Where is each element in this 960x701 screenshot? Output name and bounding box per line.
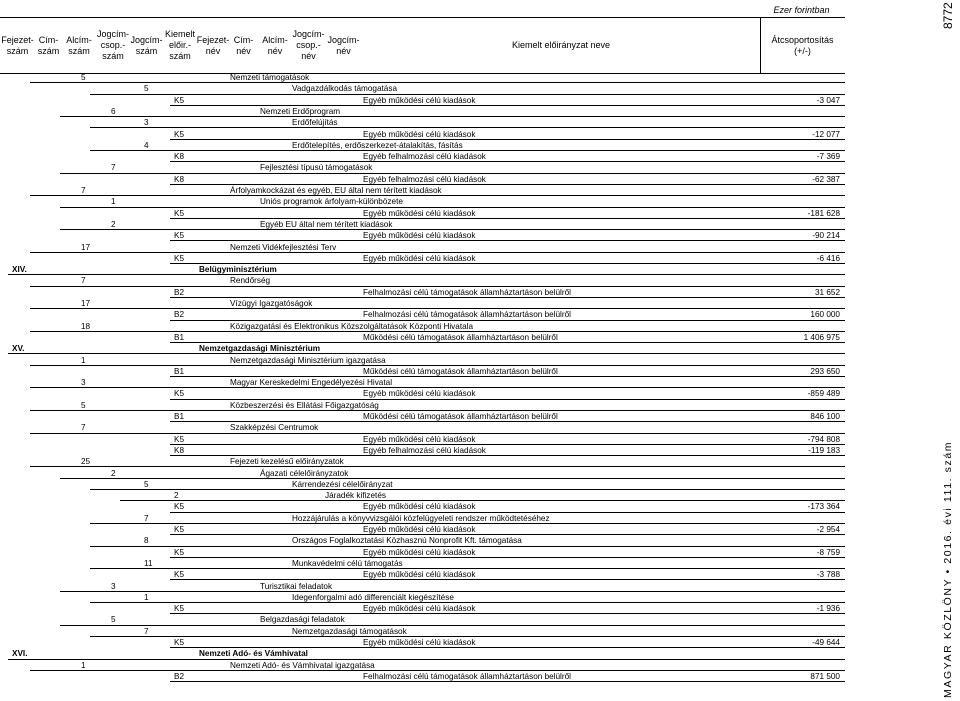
- row-code: 5: [111, 615, 116, 625]
- header-cell: [229, 18, 258, 73]
- row-code: B2: [174, 671, 185, 681]
- table-row: [60, 219, 845, 230]
- header-cell: [325, 18, 362, 73]
- row-code: K8: [174, 174, 185, 184]
- row-code: 7: [81, 423, 86, 433]
- row-amount: 160 000: [810, 310, 840, 320]
- row-name: Egyéb működési célú kiadások: [363, 638, 476, 647]
- row-amount: -8 759: [816, 547, 840, 557]
- header-label: Kiemelt előir.- szám: [164, 29, 195, 61]
- header-cell: [258, 18, 292, 73]
- table-row: [8, 343, 845, 354]
- row-code: B1: [174, 332, 185, 342]
- row-code: K5: [174, 231, 185, 241]
- row-name: Országos Foglalkoztatási Közhasznú Nonprofit Kft. támogatása: [292, 536, 522, 546]
- row-name: Egyéb működési célú kiadások: [363, 129, 476, 139]
- table-row: [170, 671, 845, 682]
- table-row: [170, 603, 845, 614]
- row-name: Felhalmozási célú támogatások államháztartáson belülről: [363, 287, 571, 297]
- row-code: K5: [174, 95, 185, 105]
- row-amount: -62 387: [812, 174, 840, 184]
- row-name: Egyéb működési célú kiadások: [363, 525, 476, 534]
- row-code: K5: [174, 638, 185, 647]
- row-code: K5: [174, 208, 185, 218]
- row-name: Közbeszerzési és Ellátási Főigazgatóság: [230, 400, 379, 410]
- row-code: 1: [81, 660, 86, 670]
- header-label: Jogcím- név: [327, 34, 360, 56]
- header-cell: [62, 18, 96, 73]
- header-cell: [35, 18, 62, 73]
- row-amount: -119 183: [808, 445, 840, 455]
- table-row: [60, 196, 845, 207]
- row-name: Egyéb működési célú kiadások: [363, 547, 476, 557]
- table-row: [30, 355, 845, 366]
- header-label: Jogcím- szám: [130, 34, 163, 56]
- row-name: Fejlesztési típusú támogatások: [260, 163, 373, 173]
- row-code: 7: [81, 276, 86, 286]
- row-code: 1: [144, 592, 149, 602]
- header-cell: [197, 18, 229, 73]
- row-code: K8: [174, 152, 185, 162]
- header-label: Átcsoportosítás (+/-): [771, 34, 834, 56]
- row-name: Nemzeti Vidékfejlesztési Terv: [230, 242, 337, 252]
- header-label: Cím- név: [233, 34, 254, 56]
- header-cell: [130, 18, 163, 73]
- row-code: 6: [111, 106, 116, 116]
- table-row: [90, 592, 845, 603]
- header-cell: [292, 18, 325, 73]
- row-name: Egyéb felhalmozási célú kiadások: [363, 445, 486, 455]
- row-name: Erdőtelepítés, erdőszerkezet-átalakítás, fásítás: [292, 140, 463, 150]
- table-row: [170, 501, 845, 512]
- table-row: [170, 388, 845, 399]
- row-amount: -859 489: [807, 389, 840, 399]
- row-name: Felhalmozási célú támogatások államháztartáson belülről: [363, 310, 571, 320]
- header-divider: [760, 18, 761, 73]
- row-amount: 871 500: [810, 671, 840, 681]
- row-code: K5: [174, 570, 185, 580]
- row-name: Közigazgatási és Elektronikus Közszolgáltatások Központi Hivatala: [230, 321, 474, 331]
- row-name: Szakképzési Centrumok: [230, 423, 319, 433]
- row-name: Magyar Kereskedelmi Engedélyezési Hivatal: [230, 378, 393, 388]
- row-code: 7: [144, 626, 149, 636]
- table-row: [30, 321, 845, 332]
- row-name: Felhalmozási célú támogatások államháztartáson belülről: [363, 671, 571, 681]
- row-code: K5: [174, 389, 185, 399]
- row-code: 5: [144, 84, 149, 94]
- row-name: Árfolyamkockázat és egyéb, EU által nem térített kiadások: [230, 186, 442, 195]
- row-code: 4: [144, 140, 149, 150]
- header-label: Jogcím- csop.- szám: [96, 29, 129, 61]
- row-code: 8: [144, 536, 149, 546]
- table-row: [90, 513, 845, 524]
- row-name: Fejezeti kezelésű előirányzatok: [230, 457, 344, 467]
- row-name: Belügyminisztérium: [199, 265, 277, 275]
- row-code: XV.: [12, 344, 25, 354]
- table-row: [90, 479, 845, 490]
- row-code: 5: [81, 400, 86, 410]
- row-name: Egyéb működési célú kiadások: [363, 253, 476, 263]
- row-code: XVI.: [12, 649, 28, 659]
- header-label: Alcím- név: [262, 34, 288, 56]
- table-row: [170, 151, 845, 162]
- row-code: 2: [111, 219, 116, 229]
- publication-title: MAGYAR KÖZLÖNY • 2016. évi 111. szám: [942, 440, 954, 698]
- table-row: [170, 174, 845, 185]
- row-name: Nemzeti Adó- és Vámhivatal igazgatása: [230, 660, 375, 670]
- row-code: XIV.: [12, 265, 27, 275]
- row-code: B2: [174, 310, 185, 320]
- row-code: 7: [111, 163, 116, 173]
- unit-label: Ezer forintban: [773, 5, 830, 15]
- row-amount: -3 788: [816, 570, 840, 580]
- row-code: 25: [81, 457, 91, 467]
- row-code: 17: [81, 299, 91, 308]
- row-amount: 31 652: [814, 287, 840, 297]
- table-row: [170, 547, 845, 558]
- row-code: B2: [174, 287, 185, 297]
- row-amount: -2 954: [816, 525, 840, 534]
- table-row: [170, 230, 845, 241]
- table-row: [8, 648, 845, 659]
- row-amount: -49 644: [812, 638, 840, 647]
- table-row: [170, 524, 845, 535]
- row-name: Turisztikai feladatok: [260, 581, 333, 591]
- row-code: B1: [174, 412, 185, 421]
- row-amount: 1 406 975: [803, 332, 840, 342]
- row-name: Működési célú támogatások államháztartáson belülről: [363, 366, 558, 376]
- table-row: [60, 162, 845, 173]
- row-name: Nemzeti Adó- és Vámhivatal: [199, 649, 308, 659]
- row-code: K5: [174, 547, 185, 557]
- header-cell: [163, 18, 197, 73]
- row-amount: -181 628: [807, 208, 840, 218]
- row-name: Egyéb működési célú kiadások: [363, 604, 476, 614]
- table-row: [90, 140, 845, 151]
- row-name: Egyéb működési célú kiadások: [363, 208, 476, 218]
- table-row: [170, 569, 845, 580]
- table-row: [30, 400, 845, 411]
- row-name: Nemzetgazdasági támogatások: [292, 626, 407, 636]
- row-name: Belgazdasági feladatok: [260, 615, 345, 625]
- row-name: Uniós programok árfolyam-különbözete: [260, 197, 403, 207]
- table-row: [170, 434, 845, 445]
- row-name: Egyéb EU által nem térített kiadások: [260, 219, 393, 229]
- row-code: 1: [81, 355, 86, 365]
- row-code: 17: [81, 242, 91, 252]
- table-row: [30, 72, 845, 83]
- header-label: Fejezet- név: [196, 34, 230, 56]
- row-amount: -173 364: [807, 502, 840, 512]
- row-amount: -12 077: [812, 129, 840, 139]
- table-row: [170, 129, 845, 140]
- table-row: [8, 264, 845, 275]
- row-code: 3: [144, 118, 149, 128]
- table-row: [60, 614, 845, 625]
- row-code: K5: [174, 525, 185, 534]
- row-code: B1: [174, 366, 185, 376]
- table-row: [170, 287, 845, 298]
- header-cell: [760, 18, 845, 73]
- row-name: Járadék kifizetés: [325, 491, 386, 501]
- row-name: Egyéb működési célú kiadások: [363, 95, 476, 105]
- row-code: 7: [144, 513, 149, 523]
- row-name: Egyéb működési célú kiadások: [363, 502, 476, 512]
- header-label: Fejezet- szám: [1, 34, 34, 56]
- row-code: 18: [81, 321, 91, 331]
- row-amount: -6 416: [816, 253, 840, 263]
- row-amount: -90 214: [812, 231, 840, 241]
- table-row: [90, 626, 845, 637]
- row-name: Egyéb működési célú kiadások: [363, 231, 476, 241]
- table-row: [30, 185, 845, 196]
- row-code: K5: [174, 434, 185, 444]
- table-row: [30, 242, 845, 253]
- row-name: Egyéb működési célú kiadások: [363, 389, 476, 399]
- table-row: [60, 581, 845, 592]
- table-header: [0, 17, 845, 74]
- header-cell: [362, 18, 760, 73]
- row-name: Idegenforgalmi adó differenciált kiegészítése: [292, 592, 454, 602]
- table-row: [30, 660, 845, 671]
- header-cell: [96, 18, 130, 73]
- table-row: [170, 253, 845, 264]
- table-row: [90, 535, 845, 546]
- row-amount: -3 047: [816, 95, 840, 105]
- row-amount: -794 808: [807, 434, 840, 444]
- row-name: Egyéb működési célú kiadások: [363, 570, 476, 580]
- table-row: [120, 490, 845, 501]
- header-cell: [0, 18, 35, 73]
- row-code: K5: [174, 502, 185, 512]
- table-row: [170, 309, 845, 320]
- header-label: Kiemelt előirányzat neve: [511, 40, 611, 50]
- table-row: [170, 332, 845, 343]
- row-code: 3: [81, 378, 86, 388]
- table-row: [170, 366, 845, 377]
- row-amount: 293 650: [810, 366, 840, 376]
- row-amount: -7 369: [816, 152, 840, 162]
- row-code: 5: [81, 73, 86, 82]
- header-label: Jogcím- csop.- név: [292, 29, 325, 61]
- row-name: Vízügyi Igazgatóságok: [230, 299, 313, 308]
- row-name: Nemzetgazdasági Minisztérium igazgatása: [230, 355, 386, 365]
- table-row: [30, 275, 845, 286]
- table-row: [170, 208, 845, 219]
- table-row: [90, 117, 845, 128]
- row-code: 11: [144, 558, 153, 568]
- row-name: Vadgazdálkodás támogatása: [292, 84, 397, 94]
- table-row: [90, 83, 845, 94]
- row-name: Egyéb működési célú kiadások: [363, 434, 476, 444]
- row-code: 2: [174, 491, 179, 501]
- row-code: K8: [174, 445, 185, 455]
- row-code: 3: [111, 581, 116, 591]
- table-row: [170, 95, 845, 106]
- row-code: 1: [111, 197, 116, 207]
- row-name: Munkavédelmi célú támogatás: [292, 558, 403, 568]
- table-row: [170, 637, 845, 648]
- row-name: Működési célú támogatások államháztartáson belülről: [363, 412, 558, 421]
- row-amount: -1 936: [816, 604, 840, 614]
- row-name: Erdőfelújítás: [292, 118, 338, 128]
- row-name: Rendőrség: [230, 276, 271, 286]
- row-code: 5: [144, 479, 149, 489]
- row-name: Ágazati célelőirányzatok: [260, 468, 349, 478]
- table-row: [30, 377, 845, 388]
- row-code: 2: [111, 468, 116, 478]
- table-row: [170, 411, 845, 422]
- row-code: K5: [174, 253, 185, 263]
- header-label: Alcím- szám: [66, 34, 92, 56]
- row-name: Nemzetgazdasági Minisztérium: [199, 344, 321, 354]
- row-name: Hozzájárulás a könyvvizsgálói közfelügyeleti rendszer működtetéséhez: [292, 513, 550, 523]
- row-name: Nemzeti támogatások: [230, 73, 310, 82]
- table-row: [90, 558, 845, 569]
- table-row: [60, 106, 845, 117]
- row-name: Kárrendezési célelőirányzat: [292, 479, 393, 489]
- row-code: 7: [81, 186, 86, 195]
- table-row: [30, 422, 845, 433]
- table-row: [30, 298, 845, 309]
- table-row: [30, 456, 845, 467]
- row-name: Nemzeti Erdőprogram: [260, 106, 341, 116]
- header-label: Cím- szám: [37, 34, 60, 56]
- row-amount: 846 100: [810, 412, 840, 421]
- page-number: 8772: [941, 2, 955, 29]
- row-code: K5: [174, 129, 185, 139]
- table-row: [60, 468, 845, 479]
- row-code: K5: [174, 604, 185, 614]
- row-name: Egyéb felhalmozási célú kiadások: [363, 152, 486, 162]
- table-row: [170, 445, 845, 456]
- row-name: Működési célú támogatások államháztartáson belülről: [363, 332, 558, 342]
- row-name: Egyéb felhalmozási célú kiadások: [363, 174, 486, 184]
